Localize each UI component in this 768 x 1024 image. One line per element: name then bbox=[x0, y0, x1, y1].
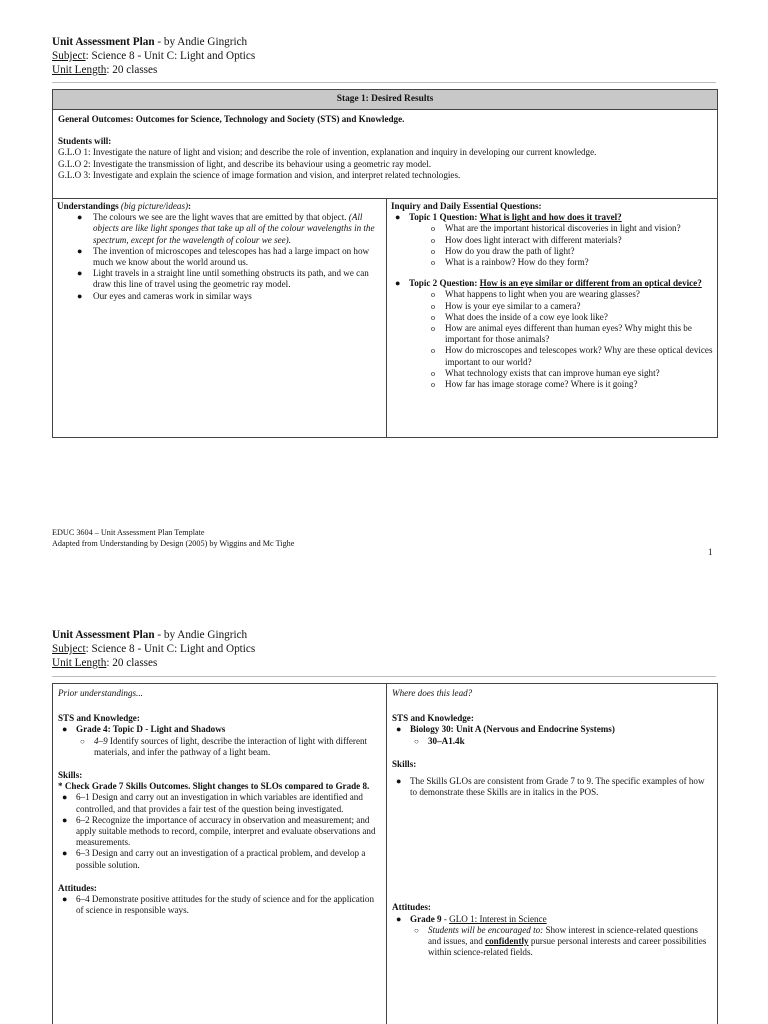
topic-question: What is light and how does it travel? bbox=[479, 212, 622, 223]
unit-length-value: : 20 classes bbox=[106, 657, 158, 669]
sub-question-list bbox=[409, 289, 713, 390]
list-item bbox=[431, 345, 713, 367]
separator: - bbox=[441, 913, 450, 924]
sub-question-list bbox=[409, 223, 713, 268]
list-item bbox=[77, 212, 382, 246]
sts-title: STS and Knowledge: bbox=[58, 713, 140, 724]
plan-title: Unit Assessment Plan bbox=[52, 629, 155, 641]
understandings-title: Understandings bbox=[57, 201, 119, 211]
sub-question: How do microscopes and telescopes work? Why are these optical devices important to our world? bbox=[445, 345, 713, 367]
page-2 bbox=[0, 600, 768, 1024]
author: - by Andie Gingrich bbox=[154, 36, 248, 48]
encouraged-label: Students will be encouraged to: bbox=[428, 924, 544, 935]
list-item bbox=[431, 234, 713, 246]
sub-question: What is a rainbow? How do they form? bbox=[445, 257, 589, 268]
inquiry-cell bbox=[387, 199, 717, 438]
list-item bbox=[396, 913, 712, 959]
sts-title: STS and Knowledge: bbox=[392, 713, 474, 724]
footer-line-2: Adapted from Understanding by Design (2005) by Wiggins and Mc Tighe bbox=[52, 538, 295, 548]
sub-question: How are animal eyes different than human eyes? Why might this be important for those animals? bbox=[445, 323, 692, 345]
understanding-text: The invention of microscopes and telescopes has had a large impact on how much we know about the world around us. bbox=[93, 245, 370, 268]
grade-label: Grade 9 bbox=[410, 913, 442, 924]
unit-length-label: Unit Length bbox=[52, 64, 107, 76]
subject-value: : Science 8 - Unit C: Light and Optics bbox=[85, 643, 256, 655]
topic-list bbox=[391, 212, 713, 390]
skill-text: 6–1 Design and carry out an investigation in which variables are identified and controlled, and that provides a fair test of the question being investigated. bbox=[76, 792, 363, 814]
bullet-icon: ● bbox=[62, 724, 68, 735]
skill-text: 6–2 Recognize the importance of accuracy in observation and measurement; and apply suitable methods to record, compile, interpret and evaluate observations and measurements. bbox=[76, 814, 376, 848]
understanding-text: The colours we see are the light waves that are emitted by that object. bbox=[93, 212, 349, 223]
list-item bbox=[431, 289, 713, 300]
glo-1: G.L.O 1: Investigate the nature of light and vision; and describe the role of invention, explanation and inquiry in developing our current knowledge. bbox=[58, 147, 597, 158]
circle-bullet-icon: o bbox=[431, 224, 435, 234]
unit-length-value: : 20 classes bbox=[106, 64, 158, 76]
topic-label: Topic 2 Question bbox=[409, 278, 475, 289]
topic-question: How is an eye similar or different from an optical device? bbox=[479, 278, 702, 289]
prior-understandings-table bbox=[52, 683, 718, 1024]
understandings-cell bbox=[53, 199, 387, 438]
page-footer bbox=[52, 528, 294, 549]
list-item bbox=[62, 724, 381, 758]
list-item bbox=[62, 894, 381, 916]
prior-understandings-cell bbox=[53, 684, 387, 1024]
skills-note: * Check Grade 7 Skills Outcomes. Slight changes to SLOs compared to Grade 8. bbox=[58, 781, 370, 792]
list-item bbox=[396, 776, 712, 798]
bullet-icon: ● bbox=[62, 814, 68, 825]
list-item bbox=[62, 814, 381, 849]
list-item bbox=[77, 245, 382, 268]
circle-bullet-icon: ○ bbox=[414, 925, 419, 935]
page-header bbox=[52, 35, 255, 77]
outcome-code: 4–9 bbox=[94, 735, 108, 746]
understandings-colon: : bbox=[188, 201, 192, 211]
bullet-icon: ● bbox=[62, 848, 68, 859]
bullet-icon: ● bbox=[77, 290, 83, 301]
sub-question: How does light interact with different materials? bbox=[445, 234, 622, 245]
circle-bullet-icon: o bbox=[431, 312, 435, 322]
bullet-icon: ● bbox=[395, 212, 401, 223]
attitudes-list bbox=[58, 894, 381, 916]
students-will-label: Students will: bbox=[58, 136, 112, 147]
circle-bullet-icon: o bbox=[431, 368, 435, 378]
list-item bbox=[396, 724, 712, 746]
list-item bbox=[414, 735, 712, 747]
emphasis-text: confidently bbox=[485, 936, 529, 947]
list-item bbox=[431, 323, 713, 345]
outcome-text: Identify sources of light, describe the interaction of light with different materials, and infer the pathway of a light beam. bbox=[94, 735, 368, 757]
bullet-icon: ● bbox=[77, 245, 83, 256]
sts-sublist bbox=[410, 736, 712, 747]
plan-title: Unit Assessment Plan bbox=[52, 36, 155, 48]
skills-title: Skills: bbox=[58, 770, 83, 781]
list-item bbox=[62, 848, 381, 870]
bullet-icon: ● bbox=[77, 268, 83, 279]
author: - by Andie Gingrich bbox=[154, 629, 248, 641]
understandings-list bbox=[57, 212, 382, 302]
attitudes-list bbox=[392, 914, 712, 959]
sub-question: What happens to light when you are wearing glasses? bbox=[445, 289, 640, 300]
understandings-note: (big picture/ideas) bbox=[118, 201, 189, 211]
subject-value: : Science 8 - Unit C: Light and Optics bbox=[85, 50, 256, 62]
outcome-code: 30–A1.4k bbox=[428, 735, 465, 746]
list-item bbox=[431, 311, 713, 323]
where-does-this-lead-cell bbox=[387, 684, 717, 1024]
circle-bullet-icon: o bbox=[431, 258, 435, 268]
glo-label: GLO 1: Interest in Science bbox=[449, 913, 547, 924]
sub-question: How do you draw the path of light? bbox=[445, 245, 575, 256]
footer-line-1: EDUC 3604 – Unit Assessment Plan Template bbox=[52, 528, 205, 537]
stage-title: Stage 1: Desired Results bbox=[53, 90, 717, 110]
list-item bbox=[431, 245, 713, 257]
header-divider bbox=[52, 82, 716, 83]
bullet-icon: ● bbox=[396, 724, 402, 735]
page-number: 1 bbox=[708, 547, 713, 557]
list-item: ● Topic 2 Question: How is an eye similar or different from an optical device? o What happens to light when you are wearing glasses? o How is your eye similar to a camera? o What does the inside of a cow eye look like? o How are animal eyes different than human eyes? Why might this be important for those animals? o How do microscopes and telescopes work? Why are these optical devices important to our world? o What technology exists that can improve human eye sight? o How far has image storage come? Where is it going? bbox=[395, 278, 713, 390]
skills-list bbox=[58, 792, 381, 870]
subject-label: Subject bbox=[52, 643, 86, 655]
bullet-icon: ● bbox=[62, 792, 68, 803]
skill-text: 6–3 Design and carry out an investigation of a practical problem, and develop a possible solution. bbox=[76, 848, 366, 870]
understanding-note: (All objects are like light sponges that take up all of the colour wavelengths in the spectrum, except for the wavelength of colour we see). bbox=[93, 212, 375, 245]
sts-item: Biology 30: Unit A (Nervous and Endocrine Systems) bbox=[410, 724, 615, 735]
circle-bullet-icon: o bbox=[431, 380, 435, 390]
inquiry-title: Inquiry and Daily Essential Questions: bbox=[391, 201, 542, 211]
circle-bullet-icon: o bbox=[431, 324, 435, 334]
understanding-text: Light travels in a straight line until something obstructs its path, and we can draw this line of travel using the geometric ray model. bbox=[93, 268, 369, 290]
bullet-icon: ● bbox=[62, 894, 68, 905]
prior-heading: Prior understandings... bbox=[58, 688, 143, 698]
attitude-text: Show interest in science-related questions and issues, and bbox=[428, 924, 698, 947]
general-outcomes-heading: General Outcomes: Outcomes for Science, Technology and Society (STS) and Knowledge. bbox=[58, 114, 405, 124]
sub-question: How far has image storage come? Where is it going? bbox=[445, 379, 638, 390]
page-header bbox=[52, 628, 255, 670]
bullet-icon: ● bbox=[395, 278, 401, 289]
circle-bullet-icon: o bbox=[431, 346, 435, 356]
sts-list bbox=[58, 724, 381, 758]
list-item bbox=[77, 268, 382, 290]
list-item bbox=[431, 257, 713, 268]
sub-question: How is your eye similar to a camera? bbox=[445, 300, 581, 311]
topic-label: Topic 1 Question bbox=[409, 212, 475, 223]
list-item bbox=[80, 735, 381, 758]
circle-bullet-icon: ○ bbox=[80, 736, 85, 746]
lead-heading: Where does this lead? bbox=[392, 688, 473, 698]
understanding-text: Our eyes and cameras work in similar ways bbox=[93, 290, 252, 301]
attitudes-sublist bbox=[410, 925, 712, 959]
sub-question: What are the important historical discoveries in light and vision? bbox=[445, 223, 681, 234]
attitude-text: 6–4 Demonstrate positive attitudes for the study of science and for the application of science in responsible ways. bbox=[76, 894, 374, 916]
sts-sublist bbox=[76, 736, 381, 758]
skills-list bbox=[392, 776, 712, 798]
stage1-table bbox=[52, 89, 718, 438]
circle-bullet-icon: ○ bbox=[414, 736, 419, 746]
attitudes-title: Attitudes: bbox=[58, 882, 97, 893]
bullet-icon: ● bbox=[77, 212, 83, 223]
list-item bbox=[431, 367, 713, 379]
unit-length-label: Unit Length bbox=[52, 657, 107, 669]
list-item bbox=[77, 290, 382, 302]
list-item bbox=[62, 792, 381, 814]
circle-bullet-icon: o bbox=[431, 235, 435, 245]
skills-title: Skills: bbox=[392, 758, 417, 769]
attitude-text: pursue personal interests and career possibilities within science-related fields. bbox=[428, 936, 707, 958]
sts-list bbox=[392, 724, 712, 746]
sub-question: What does the inside of a cow eye look like? bbox=[445, 311, 608, 322]
circle-bullet-icon: o bbox=[431, 246, 435, 256]
attitudes-title: Attitudes: bbox=[392, 902, 431, 913]
subject-label: Subject bbox=[52, 50, 86, 62]
circle-bullet-icon: o bbox=[431, 290, 435, 300]
bullet-icon: ● bbox=[396, 776, 402, 787]
list-item bbox=[431, 223, 713, 234]
list-item bbox=[431, 300, 713, 312]
circle-bullet-icon: o bbox=[431, 301, 435, 311]
general-outcomes-cell bbox=[53, 110, 717, 199]
list-item bbox=[431, 379, 713, 390]
header-divider bbox=[52, 676, 716, 677]
bullet-icon: ● bbox=[396, 913, 402, 924]
list-item: ● Topic 1 Question: What is light and how does it travel? o What are the important historical discoveries in light and vision? o How does light interact with different materials? o How do you draw the path of light? o What is a rainbow? How do they form? bbox=[409, 212, 713, 268]
glo-3: G.L.O 3: Investigate and explain the science of image formation and vision, and interpret related technologies. bbox=[58, 169, 461, 180]
glo-2: G.L.O 2: Investigate the transmission of light, and describe its behaviour using a geometric ray model. bbox=[58, 158, 432, 169]
list-item bbox=[414, 924, 712, 959]
sts-item: Grade 4: Topic D - Light and Shadows bbox=[76, 724, 226, 735]
skill-text: The Skills GLOs are consistent from Grade 7 to 9. The specific examples of how to demonstrate these Skills are in italics in the POS. bbox=[410, 776, 705, 798]
sub-question: What technology exists that can improve human eye sight? bbox=[445, 367, 660, 378]
